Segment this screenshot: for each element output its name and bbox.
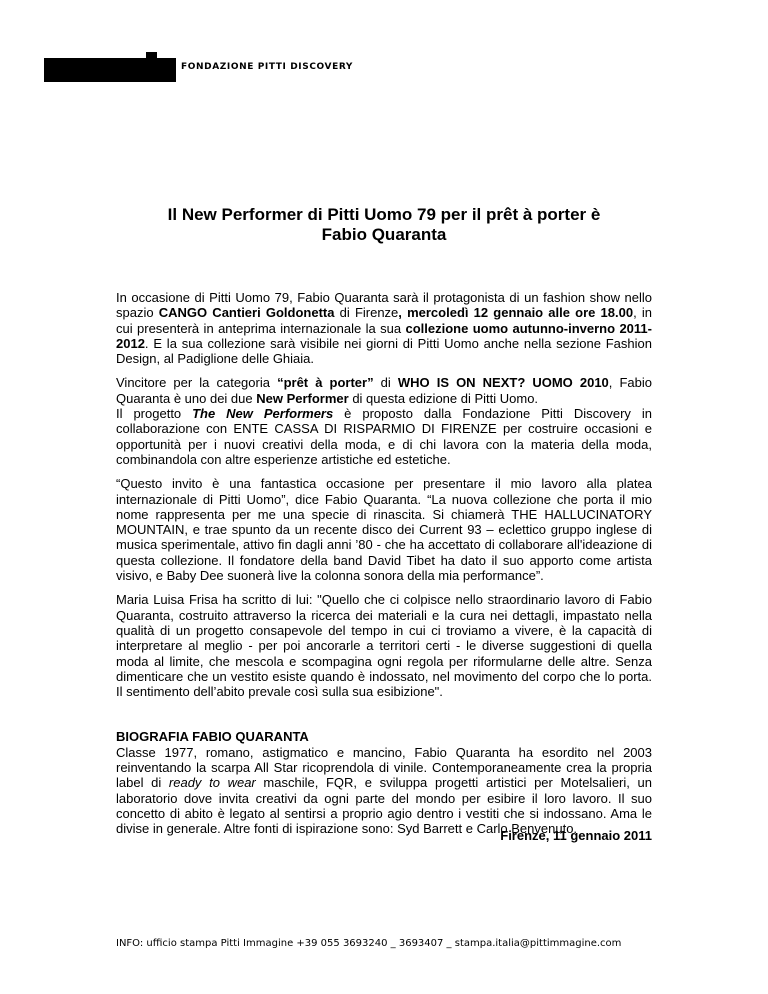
title-line-1: Il New Performer di Pitti Uomo 79 per il prêt à porter è <box>167 205 601 224</box>
biography-heading: BIOGRAFIA FABIO QUARANTA <box>116 729 309 745</box>
p2-text: Vincitore per la categoria <box>116 375 278 391</box>
p1-text: di Firenze <box>334 305 399 321</box>
p3-text: è proposto dalla Fondazione Pitti Discovery in collaborazione con ENTE CASSA DI RISPARMIO DI FIRENZE per costruire occasioni e opportunità per i nuovi creativi della moda, e di chi lavora con la materia della moda, combinandola con altre esperienze artistiche ed estetiche. <box>116 406 652 467</box>
p2-new-performer: New Performer <box>256 390 349 406</box>
paragraph-show <box>116 290 652 366</box>
paragraph-quote: “Questo invito è una fantastica occasione per presentare il mio lavoro alla platea internazionale di Pitti Uomo”, dice Fabio Quaranta. “La nuova collezione che porta il mio nome rappresenta per me una specie di rinascita. Si chiamerà THE HALLUCINATORY MOUNTAIN, e trae spunto da un recente disco dei Current 93 – eclettico gruppo inglese di musica sperimentale, attivo fin dagli anni ’80 - che ha accettato di collaborare all'ideazione di questa collezione. Il fondatore della band David Tibet ha dato il suo apporto come artista visivo, e Baby Dee suonerà live la colonna sonora della mia performance”. <box>116 476 652 584</box>
document-body <box>116 290 652 837</box>
bio-ready-to-wear: ready to wear <box>168 775 256 791</box>
p2-text: di <box>373 375 398 391</box>
logo-notch <box>146 52 157 62</box>
paragraph-winner <box>116 375 652 406</box>
p3-project-name: The New Performers <box>192 406 334 422</box>
paragraph-biography <box>116 745 652 837</box>
p1-datetime: , mercoledì 12 gennaio alle ore 18.00 <box>398 305 634 321</box>
p1-text: In occasione di Pitti Uomo 79, Fabio Quaranta sarà il protagonista di un fashion show nello spazio <box>116 290 652 321</box>
p1-text: . E la sua collezione sarà visibile nei giorni di Pitti Uomo anche nella sezione Fashion Design, al Padiglione delle Ghiaia. <box>116 335 652 367</box>
p2-category: “prêt à porter” <box>277 375 374 391</box>
logo-text: FONDAZIONE PITTI DISCOVERY <box>181 62 354 72</box>
title-line-2: Fabio Quaranta <box>321 225 447 244</box>
p1-text: , in cui presenterà in anteprima internazionale la sua <box>116 305 652 336</box>
document-date: Firenze, 11 gennaio 2011 <box>500 828 652 843</box>
p2-text: di questa edizione di Pitti Uomo. <box>348 390 539 406</box>
p3-text: Il progetto <box>116 406 193 422</box>
paragraph-frisa: Maria Luisa Frisa ha scritto di lui: "Quello che ci colpisce nello straordinario lavoro di Fabio Quaranta, costruito attraverso la ricerca dei materiali e la cura nei dettagli, impastato nella qualità di un progetto consapevole del tempo in cui ci troviamo a vivere, è la capacità di interpretare al meglio - per poi ancorarle a territori certi - le diverse suggestioni di quella moda al limite, che mescola e scompagina ogni regola per riformularne delle altre. Senza dimenticare che un vestito esiste quando è indossato, nel movimento del corpo che lo porta. Il sentimento dell’abito prevale così sulla sua esibizione". <box>116 592 652 700</box>
paragraph-project <box>116 406 652 467</box>
p1-collection: collezione uomo autunno-inverno 2011-2012 <box>116 320 652 351</box>
page-title <box>90 205 678 245</box>
p2-text: , Fabio Quaranta è uno dei due <box>116 375 653 406</box>
bio-text: Classe 1977, romano, astigmatico e mancino, Fabio Quaranta ha esordito nel 2003 reinventando la scarpa All Star ricoprendola di vinile. Contemporaneamente crea la propria label di <box>116 744 652 791</box>
p1-venue: CANGO Cantieri Goldonetta <box>158 305 335 321</box>
bio-text: maschile, FQR, e sviluppa progetti artistici per Motelsalieri, un laboratorio dove invita creativi da ogni parte del mondo per esibire il loro lavoro. Il suo concetto di abito è legato al sentirsi a proprio agio dentro i vestiti che si indossano. Ama le divise in generale. Altre fonti di ispirazione sono: Syd Barrett e Carlo Benvenuto. <box>116 775 652 837</box>
footer-info: INFO: ufficio stampa Pitti Immagine +39 055 3693240 _ 3693407 _ stampa.italia@pittimmagine.com <box>116 938 622 949</box>
p2-award: WHO IS ON NEXT? UOMO 2010 <box>397 375 609 391</box>
